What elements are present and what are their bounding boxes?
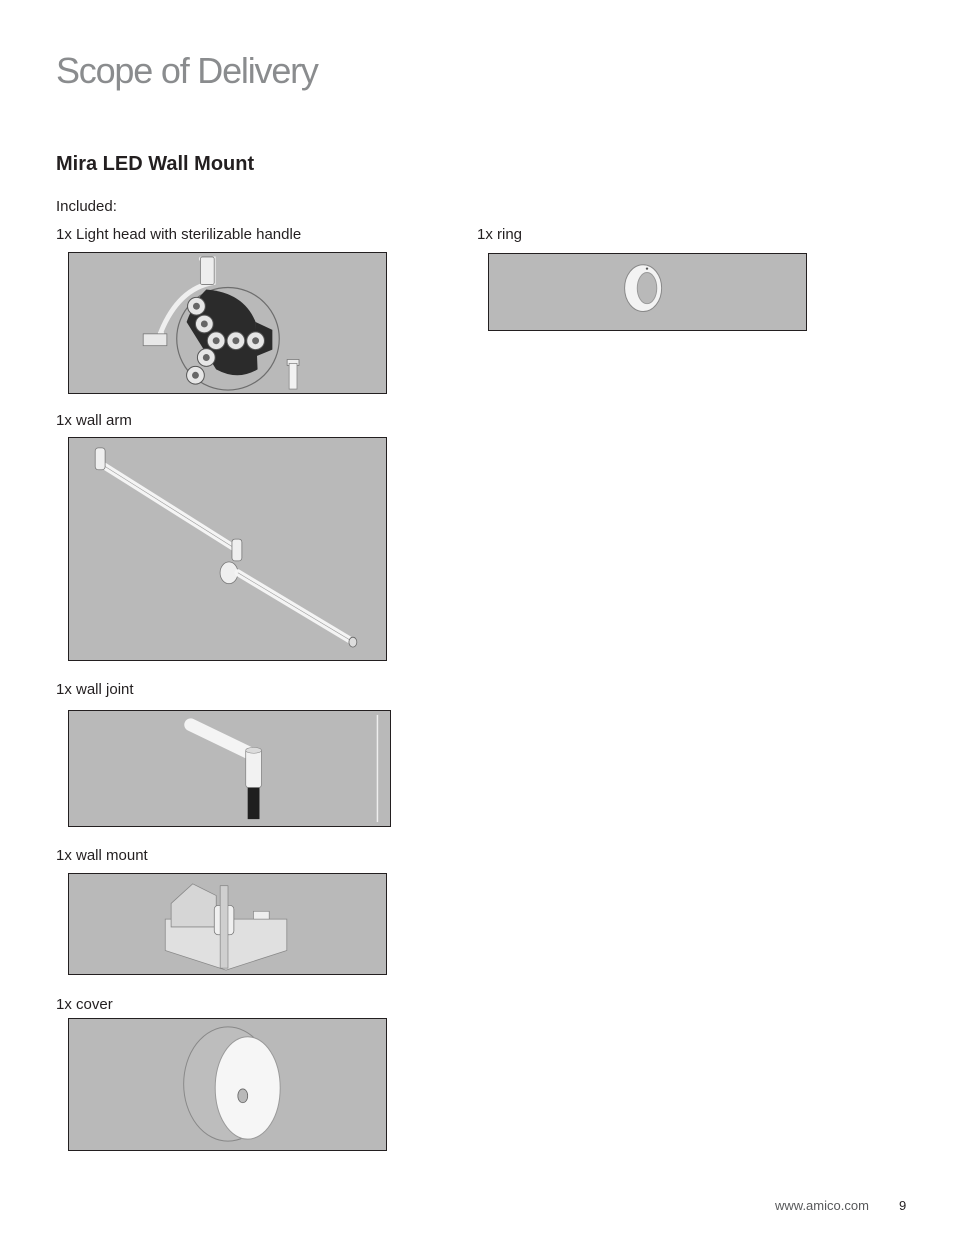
item-label-ring: 1x ring [477, 226, 523, 243]
item-label-wall-joint: 1x wall joint [56, 681, 134, 698]
item-label-wall-mount: 1x wall mount [56, 847, 148, 864]
ring-illustration [489, 254, 806, 330]
wall-joint-image [68, 710, 391, 827]
item-label-wall-arm: 1x wall arm [56, 412, 132, 429]
cover-illustration [69, 1019, 386, 1150]
light-head-image [68, 252, 387, 394]
wall-mount-illustration [69, 874, 386, 974]
page-number: 9 [899, 1198, 907, 1213]
included-label: Included: [56, 198, 117, 215]
cover-image [68, 1018, 387, 1151]
light-head-illustration [69, 253, 386, 393]
page-title: Scope of Delivery [56, 50, 318, 91]
wall-arm-image [68, 437, 387, 661]
section-title: Mira LED Wall Mount [56, 153, 255, 175]
footer-url: www.amico.com [775, 1198, 869, 1213]
wall-mount-image [68, 873, 387, 975]
item-label-cover: 1x cover [56, 996, 113, 1013]
item-label-light-head: 1x Light head with sterilizable handle [56, 226, 302, 243]
wall-arm-illustration [69, 438, 386, 660]
wall-joint-illustration [69, 711, 390, 826]
ring-image [488, 253, 807, 331]
